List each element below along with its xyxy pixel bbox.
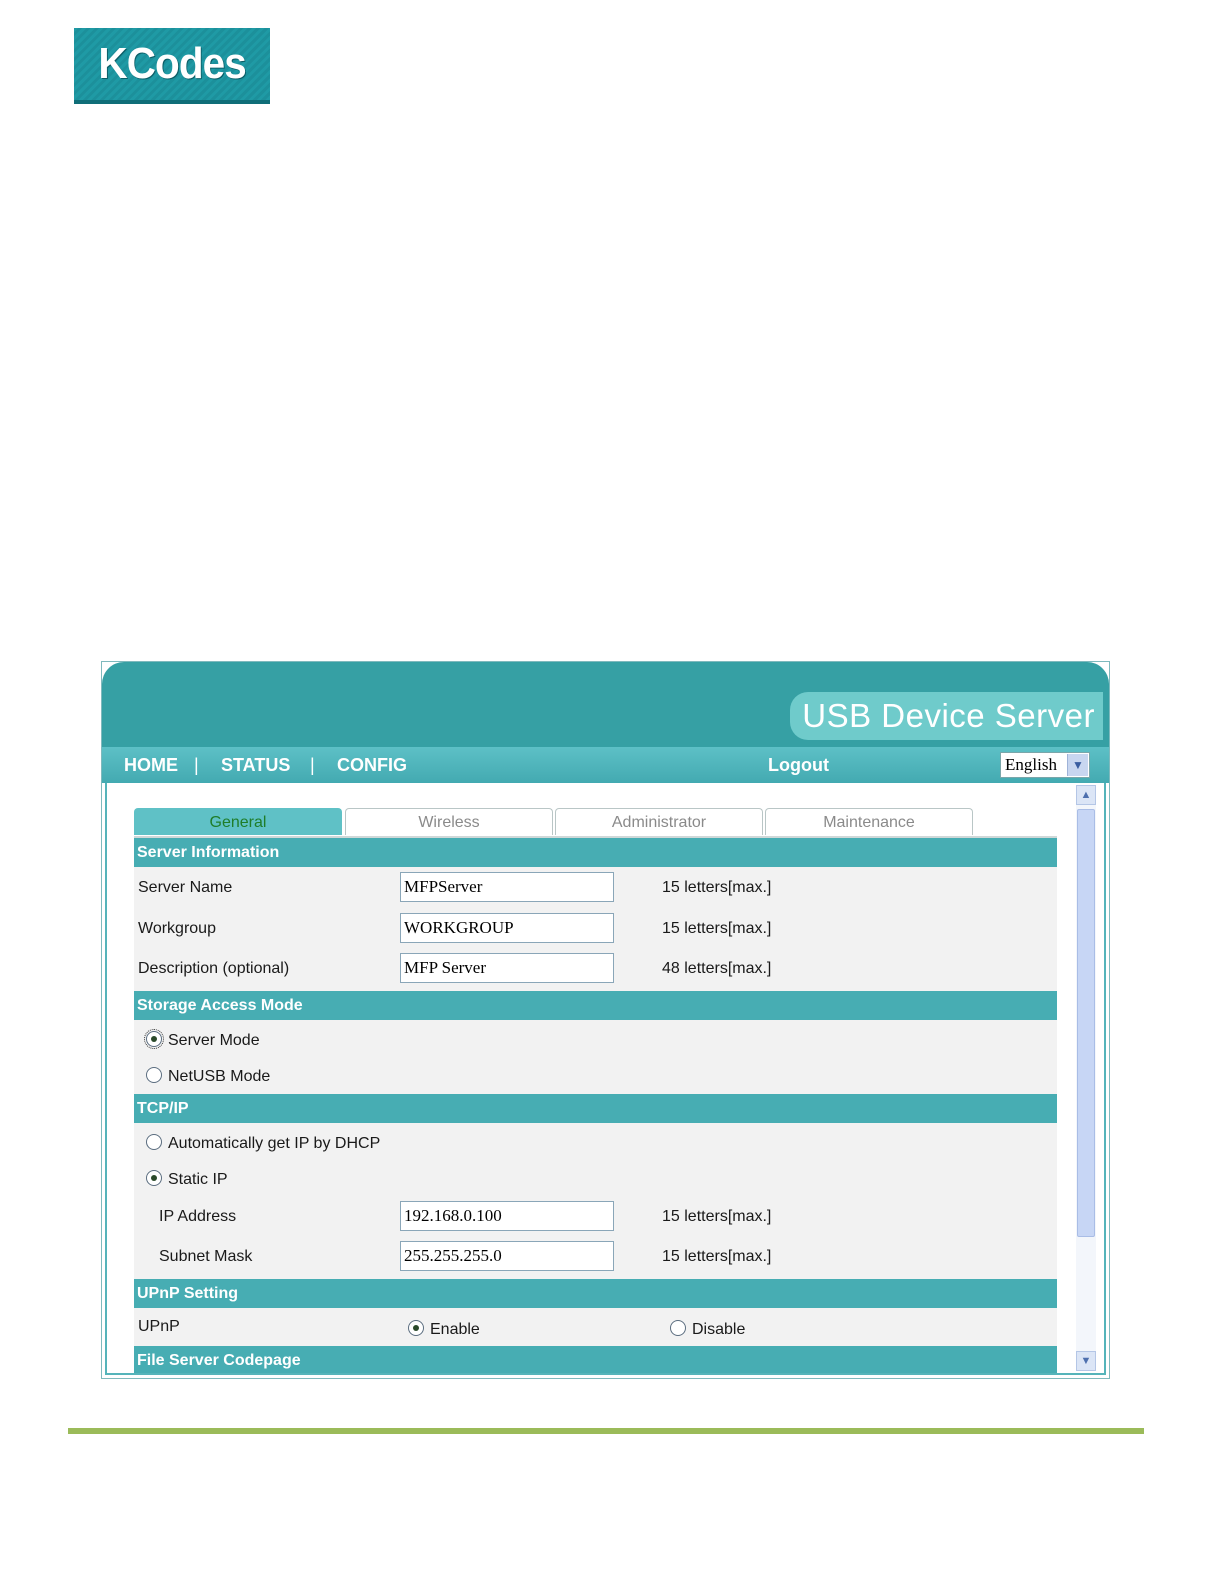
subnet-mask-label: Subnet Mask — [159, 1248, 253, 1265]
static-ip-radio[interactable] — [146, 1170, 162, 1186]
nav-status-link[interactable]: STATUS — [221, 755, 291, 775]
workgroup-input[interactable] — [400, 913, 614, 943]
chevron-up-icon[interactable]: ▲ — [1076, 785, 1096, 805]
description-hint: 48 letters[max.] — [662, 960, 772, 977]
netusb-mode-radio[interactable] — [146, 1067, 162, 1083]
server-name-input[interactable] — [400, 872, 614, 902]
server-mode-label: Server Mode — [168, 1032, 260, 1049]
language-value: English — [1005, 755, 1057, 774]
tab-wireless[interactable]: Wireless — [345, 808, 553, 835]
device-ui-window — [101, 661, 1110, 1379]
kcodes-logo — [74, 28, 270, 104]
dhcp-radio[interactable] — [146, 1134, 162, 1150]
upnp-disable-radio[interactable] — [670, 1320, 686, 1336]
nav-separator: | — [310, 755, 315, 775]
logo-text: KCodes — [98, 39, 246, 88]
static-ip-label: Static IP — [168, 1171, 228, 1188]
tab-general[interactable]: General — [134, 808, 342, 835]
ip-address-hint: 15 letters[max.] — [662, 1208, 772, 1225]
server-name-label: Server Name — [138, 879, 233, 896]
upnp-disable-label: Disable — [692, 1321, 746, 1338]
settings-content — [134, 783, 1057, 1373]
top-navbar — [102, 747, 1109, 783]
upnp-enable-radio[interactable] — [408, 1320, 424, 1336]
language-select[interactable] — [1000, 752, 1090, 778]
upnp-label: UPnP — [138, 1318, 180, 1335]
netusb-mode-label: NetUSB Mode — [168, 1068, 271, 1085]
ip-address-input[interactable] — [400, 1201, 614, 1231]
ip-address-label: IP Address — [159, 1208, 237, 1225]
server-name-hint: 15 letters[max.] — [662, 879, 772, 896]
content-frame — [105, 783, 1106, 1375]
subnet-mask-input[interactable] — [400, 1241, 614, 1271]
app-banner — [102, 662, 1109, 747]
description-label: Description (optional) — [138, 960, 290, 977]
dhcp-label: Automatically get IP by DHCP — [168, 1135, 381, 1152]
chevron-down-icon[interactable]: ▼ — [1076, 1351, 1096, 1371]
section-file-server-codepage: File Server Codepage — [134, 1346, 1057, 1373]
footer-divider — [68, 1428, 1144, 1434]
vertical-scrollbar[interactable] — [1076, 785, 1096, 1371]
upnp-enable-label: Enable — [430, 1321, 480, 1338]
scrollbar-thumb[interactable] — [1077, 809, 1095, 1237]
section-server-information: Server Information — [134, 838, 1057, 867]
section-upnp-setting: UPnP Setting — [134, 1279, 1057, 1308]
description-input[interactable] — [400, 953, 614, 983]
upnp-panel — [134, 1308, 1057, 1346]
storage-access-panel — [134, 1020, 1057, 1094]
chevron-down-icon[interactable]: ▼ — [1067, 754, 1088, 776]
subnet-mask-hint: 15 letters[max.] — [662, 1248, 772, 1265]
tab-maintenance[interactable]: Maintenance — [765, 808, 973, 835]
workgroup-hint: 15 letters[max.] — [662, 920, 772, 937]
section-tcpip: TCP/IP — [134, 1094, 1057, 1123]
nav-separator: | — [194, 755, 199, 775]
app-title: USB Device Server — [790, 692, 1103, 740]
nav-config-link[interactable]: CONFIG — [337, 755, 407, 775]
tcpip-panel — [134, 1123, 1057, 1279]
tab-administrator[interactable]: Administrator — [555, 808, 763, 835]
server-information-panel — [134, 867, 1057, 991]
server-mode-radio[interactable] — [146, 1031, 162, 1047]
section-storage-access-mode: Storage Access Mode — [134, 991, 1057, 1020]
workgroup-label: Workgroup — [138, 920, 216, 937]
logout-link[interactable]: Logout — [768, 755, 829, 775]
nav-home-link[interactable]: HOME — [124, 755, 178, 775]
tab-bar — [134, 808, 1057, 838]
